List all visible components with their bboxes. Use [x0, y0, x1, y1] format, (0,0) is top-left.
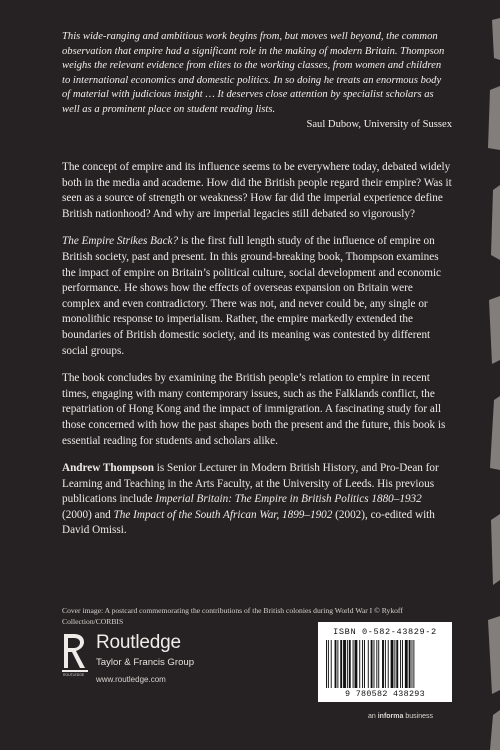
barcode-bar — [335, 640, 337, 688]
publisher-url[interactable]: www.routledge.com — [96, 675, 166, 684]
isbn-label: ISBN 0-582-43829-2 — [333, 627, 437, 637]
isbn-barcode — [318, 622, 452, 702]
author-bio-text-3: (2002), co-edited with David Omissi. — [62, 508, 435, 537]
blurb-paragraph-2 — [62, 234, 454, 359]
author-bio-text-1: is Senior Lecturer in Modern British History, and Pro-Dean for Learning and Teaching in the Arts Faculty, at the University of Leeds. His previous publications include — [62, 462, 439, 506]
barcode-digits: 9 780582 438293 — [345, 689, 425, 699]
barcode-bar — [413, 640, 414, 688]
informa-prefix: an — [368, 713, 378, 720]
barcode-bar — [368, 640, 369, 688]
publisher-logo — [62, 630, 262, 690]
blurb-paragraph-1: The concept of empire and its influence seems to be everywhere today, debated widely both in the media and academe. How did the British people regard their empire? Was it seen as a source of strength or weakness? How far did the imperial experience define British nationhood? And why are imperial legacies still debated so vigorously? — [62, 161, 452, 220]
barcode-bar — [340, 640, 342, 688]
author-name: Andrew Thompson — [62, 462, 154, 475]
informa-tagline — [368, 713, 433, 720]
author-bio-text-2: (2000) and — [62, 508, 114, 521]
blurb-paragraph-3: The book concludes by examining the British people’s relation to empire in recent times, engaging with many contemporary issues, such as the Falklands conflict, the repatriation of Hong Kong and the impact of immigration. A fascinating study for all those concerned with how the past shapes both the present and the future, this book is essential reading for students and scholars alike. — [62, 372, 446, 447]
barcode-bar — [394, 640, 395, 688]
publisher-group: Taylor & Francis Group — [96, 657, 195, 668]
cover-edge-graphic — [478, 0, 500, 750]
quote-text: This wide-ranging and ambitious work begins from, but moves well beyond, the common observation that empire had a significant role in the making of modern Britain. Thompson weighs the relevant evidence from elites to the working classes, from women and children to international economics and domestic politics. In so doing he treats an enormous body of material with judicious insight … It deserves close attention by specialist scholars as well as a prominent place on student reading lists. — [62, 31, 445, 115]
barcode-bar — [405, 640, 408, 688]
barcode-bar — [328, 640, 329, 688]
barcode-bar — [371, 640, 373, 688]
barcode-bar — [382, 640, 384, 688]
barcode-bar — [378, 640, 379, 688]
barcode-bar — [326, 640, 327, 688]
barcode-bar — [364, 640, 365, 688]
book-title: The Empire Strikes Back? — [62, 235, 179, 248]
blurb-body — [62, 160, 454, 551]
barcode-bar — [402, 640, 403, 688]
barcode-bar — [400, 640, 401, 688]
cover-image-credit: Cover image: A postcard commemorating the contributions of the British colonies during World War I © Rykoff Collection/CORBIS — [62, 606, 403, 626]
informa-suffix: business — [403, 713, 433, 720]
barcode-bar — [347, 640, 348, 688]
barcode-bar — [374, 640, 375, 688]
previous-book-1: Imperial Britain: The Empire in British Politics 1880–1932 — [155, 493, 422, 506]
routledge-r-icon — [62, 632, 90, 676]
barcode-bar — [331, 640, 332, 688]
barcode-bar — [388, 640, 389, 688]
quote-attribution: Saul Dubow, University of Sussex — [306, 118, 452, 130]
barcode-bar — [412, 640, 413, 688]
barcode-bars — [326, 640, 444, 688]
barcode-bar — [409, 640, 411, 688]
barcode-bar — [376, 640, 377, 688]
barcode-bar — [385, 640, 386, 688]
svg-text:ROUTLEDGE: ROUTLEDGE — [63, 673, 85, 676]
barcode-bar — [355, 640, 358, 688]
barcode-bar — [359, 640, 360, 688]
barcode-bar — [396, 640, 398, 688]
previous-book-2: The Impact of the South African War, 1899–1902 — [113, 508, 333, 521]
publisher-name: Routledge — [96, 632, 181, 653]
barcode-bar — [391, 640, 394, 688]
informa-brand: informa — [377, 713, 404, 720]
endorsement-quote — [62, 30, 452, 132]
author-bio — [62, 461, 454, 539]
barcode-bar — [362, 640, 363, 688]
blurb-paragraph-2-text: is the first full length study of the influence of empire on British society, past and present. In this ground-breaking book, Thompson examines the impact of empire on Britain’s political culture, social development and economic performance. He shows how the effects of overseas expansion on Britain were complex and even contradictory. There was not, and never could be, any single or monolithic response to imperialism. Rather, the empire markedly extended the boundaries of British domestic society, and its meaning was contested by different social groups. — [62, 235, 442, 357]
barcode-bar — [343, 640, 346, 688]
barcode-bar — [337, 640, 338, 688]
barcode-bar — [353, 640, 354, 688]
barcode-bar — [349, 640, 351, 688]
